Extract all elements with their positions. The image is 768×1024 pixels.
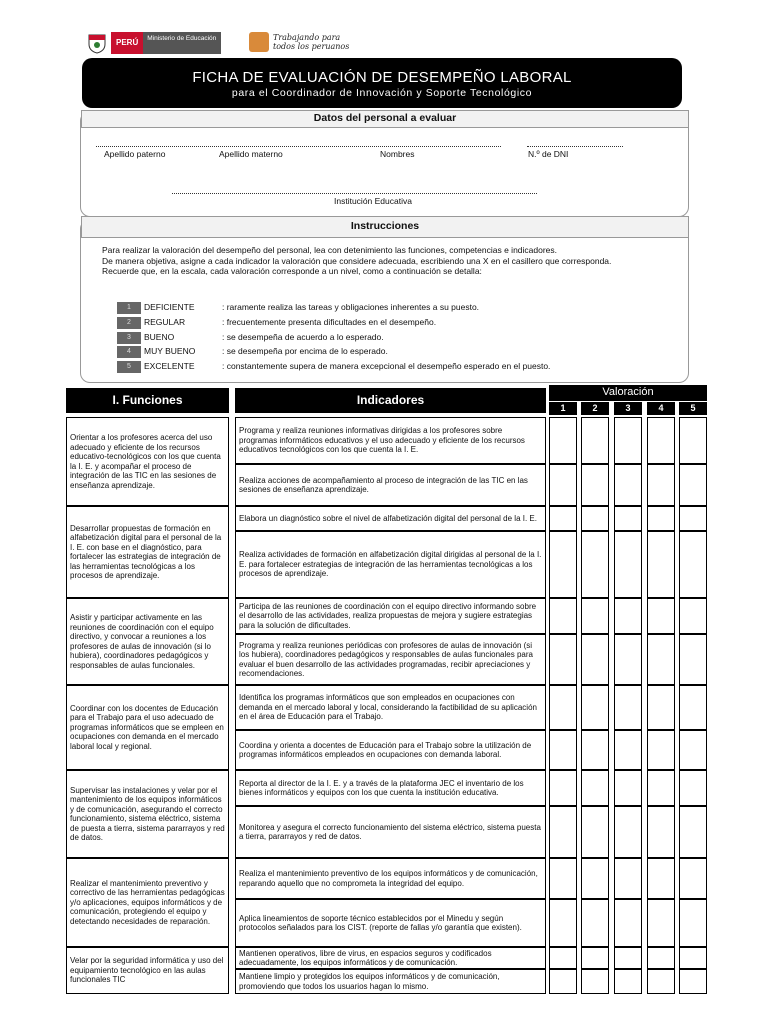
valoracion-checkbox[interactable] — [581, 858, 609, 899]
valoracion-number: 3 — [614, 402, 642, 415]
valoracion-checkbox[interactable] — [614, 506, 642, 531]
instr-line3: Recuerde que, en la escala, cada valoración corresponde a un nivel, como a continuación se detalla: — [102, 266, 482, 276]
valoracion-checkbox[interactable] — [614, 858, 642, 899]
valoracion-checkbox[interactable] — [647, 464, 675, 506]
valoracion-checkbox[interactable] — [679, 531, 707, 598]
indicador-cell: Realiza el mantenimiento preventivo de los equipos informáticos y de comunicación, reparando aquello que no comprometa la integridad del equipo. — [235, 858, 546, 899]
valoracion-checkbox[interactable] — [614, 806, 642, 858]
funciones-header: I. Funciones — [66, 388, 229, 413]
valoracion-checkbox[interactable] — [679, 806, 707, 858]
child-photo-icon — [249, 32, 269, 52]
indicadores-header: Indicadores — [235, 388, 546, 413]
valoracion-checkbox[interactable] — [581, 730, 609, 770]
valoracion-checkbox[interactable] — [679, 506, 707, 531]
valoracion-checkbox[interactable] — [549, 730, 577, 770]
indicador-cell: Participa de las reuniones de coordinación con el equipo directivo informando sobre el desarrollo de las actividades, realiza propuestas de mejora y sugiere estrategias para la solución de dificultades. — [235, 598, 546, 634]
dni-label: N.º de DNI — [528, 149, 569, 159]
name-line — [96, 145, 501, 147]
indicador-cell: Realiza acciones de acompañamiento al proceso de integración de las TIC en las sesiones de enseñanza aprendizaje. — [235, 464, 546, 506]
scale-number: 2 — [117, 317, 141, 329]
valoracion-checkbox[interactable] — [581, 899, 609, 947]
instrucciones-text — [102, 245, 682, 277]
valoracion-checkbox[interactable] — [647, 947, 675, 969]
scale-level: EXCELENTE — [144, 361, 195, 371]
valoracion-checkbox[interactable] — [549, 464, 577, 506]
valoracion-number: 5 — [679, 402, 707, 415]
dni-line — [527, 145, 623, 147]
apellido-paterno-label: Apellido paterno — [104, 149, 166, 159]
valoracion-checkbox[interactable] — [549, 899, 577, 947]
valoracion-checkbox[interactable] — [549, 858, 577, 899]
slogan-logo — [249, 32, 349, 52]
valoracion-checkbox[interactable] — [581, 947, 609, 969]
valoracion-checkbox[interactable] — [679, 770, 707, 806]
valoracion-checkbox[interactable] — [614, 634, 642, 685]
funcion-cell: Asistir y participar activamente en las reuniones de coordinación con el equipo directivo, y convocar a reuniones a los profesores de aulas de innovación (si lo hubiera), coordinadores pedagógicos y responsables de aulas funcionales. — [66, 598, 229, 685]
valoracion-checkbox[interactable] — [614, 969, 642, 994]
instr-line2: De manera objetiva, asigne a cada indicador la valoración que considere adecuada, escribiendo una X en el casillero que corresponda. — [102, 255, 612, 266]
valoracion-checkbox[interactable] — [679, 858, 707, 899]
valoracion-checkbox[interactable] — [549, 634, 577, 685]
valoracion-checkbox[interactable] — [679, 730, 707, 770]
valoracion-header: Valoración — [549, 385, 707, 401]
valoracion-checkbox[interactable] — [614, 730, 642, 770]
peru-shield-icon — [86, 32, 108, 54]
valoracion-checkbox[interactable] — [647, 531, 675, 598]
valoracion-checkbox[interactable] — [549, 770, 577, 806]
indicador-cell: Mantiene limpio y protegidos los equipos informáticos y de comunicación, promoviendo que todos los usuarios hagan lo mismo. — [235, 969, 546, 994]
valoracion-checkbox[interactable] — [581, 417, 609, 464]
valoracion-checkbox[interactable] — [679, 464, 707, 506]
funcion-cell: Realizar el mantenimiento preventivo y correctivo de las herramientas pedagógicas y/o aplicaciones, equipos informáticos y de comunicación, protegiendo el equipo y detectando necesidades de reparación. — [66, 858, 229, 947]
valoracion-checkbox[interactable] — [549, 947, 577, 969]
scale-description: : constantemente supera de manera excepcional el desempeño esperado en el puesto. — [222, 361, 551, 371]
valoracion-checkbox[interactable] — [549, 531, 577, 598]
valoracion-checkbox[interactable] — [549, 598, 577, 634]
valoracion-checkbox[interactable] — [647, 969, 675, 994]
valoracion-checkbox[interactable] — [549, 806, 577, 858]
indicador-cell: Monitorea y asegura el correcto funcionamiento del sistema eléctrico, sistema puesta a tierra, pararrayos y red de datos. — [235, 806, 546, 858]
indicador-cell: Programa y realiza reuniones informativas dirigidas a los profesores sobre programas informáticos educativos y el uso adecuado y eficiente de los recursos educativos tecnológicos con los que cuenta la I. E. — [235, 417, 546, 464]
valoracion-checkbox[interactable] — [581, 464, 609, 506]
valoracion-checkbox[interactable] — [647, 598, 675, 634]
valoracion-checkbox[interactable] — [581, 685, 609, 730]
valoracion-checkbox[interactable] — [679, 634, 707, 685]
valoracion-number: 1 — [549, 402, 577, 415]
indicador-cell: Realiza actividades de formación en alfabetización digital dirigidas al personal de la I. E. para fortalecer estrategias de integración de las herramientas tecnológicas a los procesos de aprendizaje. — [235, 531, 546, 598]
indicador-cell: Aplica lineamientos de soporte técnico establecidos por el Minedu y según protocolos señalados para los CIST. (reporte de fallas y/o garantía que existen). — [235, 899, 546, 947]
institucion-label: Institución Educativa — [334, 196, 412, 206]
indicador-cell: Elabora un diagnóstico sobre el nivel de alfabetización digital del personal de la I. E. — [235, 506, 546, 531]
page-title: FICHA DE EVALUACIÓN DE DESEMPEÑO LABORAL — [192, 69, 572, 86]
title-banner — [82, 58, 682, 108]
valoracion-checkbox[interactable] — [647, 730, 675, 770]
funcion-cell: Desarrollar propuestas de formación en alfabetización digital para el personal de la I. E. con base en el diagnóstico, para fortalecer las estrategias de integración de las herramientas tecnológicas a los procesos de aprendizaje. — [66, 506, 229, 598]
funcion-cell: Orientar a los profesores acerca del uso adecuado y eficiente de los recursos educativo-tecnológicos con los que cuenta la I. E. y acompañar el proceso de integración de las TIC en las sesiones de enseñanza aprendizaje. — [66, 417, 229, 506]
valoracion-checkbox[interactable] — [581, 634, 609, 685]
valoracion-checkbox[interactable] — [581, 969, 609, 994]
valoracion-checkbox[interactable] — [614, 947, 642, 969]
country-label: PERÚ — [111, 32, 143, 54]
valoracion-checkbox[interactable] — [647, 899, 675, 947]
indicador-cell: Programa y realiza reuniones periódicas con profesores de aulas de innovación (si los hubiera), coordinadores pedagógicos y responsables de aulas funcionales para evaluar el buen desarrollo de las actividades programadas, recibir apreciaciones y recomendaciones. — [235, 634, 546, 685]
scale-level: MUY BUENO — [144, 346, 196, 356]
scale-number: 1 — [117, 302, 141, 314]
valoracion-checkbox[interactable] — [581, 806, 609, 858]
funcion-cell: Supervisar las instalaciones y velar por el mantenimiento de los equipos informáticos y de comunicación, asegurando el correcto funcionamiento, sistema eléctrico, sistema de puesta a tierra, sistema pararrayos y red de datos. — [66, 770, 229, 858]
valoracion-checkbox[interactable] — [549, 417, 577, 464]
valoracion-checkbox[interactable] — [614, 464, 642, 506]
scale-description: : se desempeña por encima de lo esperado. — [222, 346, 388, 356]
scale-description: : se desempeña de acuerdo a lo esperado. — [222, 332, 384, 342]
scale-description: : frecuentemente presenta dificultades en el desempeño. — [222, 317, 437, 327]
apellido-materno-label: Apellido materno — [219, 149, 283, 159]
funcion-cell: Velar por la seguridad informática y uso del equipamiento tecnológico en las aulas funcionales TIC — [66, 947, 229, 994]
scale-number: 4 — [117, 346, 141, 358]
indicador-cell: Identifica los programas informáticos que son empleados en ocupaciones con demanda en el mercado laboral y local, considerando la factibilidad de su aplicación en el área de Educación para el Trabajo. — [235, 685, 546, 730]
valoracion-checkbox[interactable] — [679, 598, 707, 634]
scale-number: 3 — [117, 332, 141, 344]
valoracion-checkbox[interactable] — [679, 969, 707, 994]
instrucciones-frame — [80, 219, 689, 383]
valoracion-checkbox[interactable] — [647, 770, 675, 806]
valoracion-checkbox[interactable] — [581, 770, 609, 806]
valoracion-checkbox[interactable] — [549, 506, 577, 531]
scale-number: 5 — [117, 361, 141, 373]
valoracion-checkbox[interactable] — [581, 506, 609, 531]
valoracion-checkbox[interactable] — [614, 598, 642, 634]
valoracion-checkbox[interactable] — [647, 806, 675, 858]
nombres-label: Nombres — [380, 149, 415, 159]
indicador-cell: Reporta al director de la I. E. y a través de la plataforma JEC el inventario de los bienes informáticos y equipos con los que cuenta la institución educativa. — [235, 770, 546, 806]
valoracion-checkbox[interactable] — [614, 899, 642, 947]
valoracion-checkbox[interactable] — [679, 899, 707, 947]
indicador-cell: Coordina y orienta a docentes de Educación para el Trabajo sobre la utilización de programas informáticos empleados en ocupaciones con demanda laboral. — [235, 730, 546, 770]
valoracion-number: 4 — [647, 402, 675, 415]
valoracion-checkbox[interactable] — [549, 685, 577, 730]
valoracion-checkbox[interactable] — [679, 947, 707, 969]
scale-level: REGULAR — [144, 317, 186, 327]
ministry-label: Ministerio de Educación — [143, 32, 221, 54]
scale-level: DEFICIENTE — [144, 302, 195, 312]
valoracion-checkbox[interactable] — [647, 858, 675, 899]
instr-line1: Para realizar la valoración del desempeño del personal, lea con detenimiento las funciones, competencias e indicadores. — [102, 245, 558, 255]
institucion-line — [172, 192, 537, 194]
valoracion-checkbox[interactable] — [614, 417, 642, 464]
scale-description: : raramente realiza las tareas y obligaciones inherentes a su puesto. — [222, 302, 480, 312]
indicador-cell: Mantienen operativos, libre de virus, en espacios seguros y codificados adecuadamente, los equipos informáticos y de comunicación. — [235, 947, 546, 969]
valoracion-checkbox[interactable] — [679, 417, 707, 464]
scale-level: BUENO — [144, 332, 175, 342]
valoracion-checkbox[interactable] — [549, 969, 577, 994]
valoracion-checkbox[interactable] — [614, 770, 642, 806]
valoracion-checkbox[interactable] — [647, 417, 675, 464]
valoracion-checkbox[interactable] — [581, 598, 609, 634]
valoracion-checkbox[interactable] — [647, 685, 675, 730]
valoracion-checkbox[interactable] — [679, 685, 707, 730]
slogan-line1: Trabajando para — [273, 33, 341, 42]
page-subtitle: para el Coordinador de Innovación y Soporte Tecnológico — [231, 87, 533, 99]
minedu-logo — [86, 32, 221, 54]
datos-heading: Datos del personal a evaluar — [81, 110, 689, 128]
valoracion-checkbox[interactable] — [581, 531, 609, 598]
instrucciones-heading: Instrucciones — [81, 216, 689, 238]
funcion-cell: Coordinar con los docentes de Educación para el Trabajo para el uso adecuado de programas informáticos que se empleen en ocupaciones con demanda en el mercado laboral local y regional. — [66, 685, 229, 770]
valoracion-checkbox[interactable] — [647, 506, 675, 531]
valoracion-checkbox[interactable] — [614, 531, 642, 598]
valoracion-checkbox[interactable] — [647, 634, 675, 685]
valoracion-checkbox[interactable] — [614, 685, 642, 730]
slogan-line2: todos los peruanos — [273, 42, 350, 51]
valoracion-number: 2 — [581, 402, 609, 415]
